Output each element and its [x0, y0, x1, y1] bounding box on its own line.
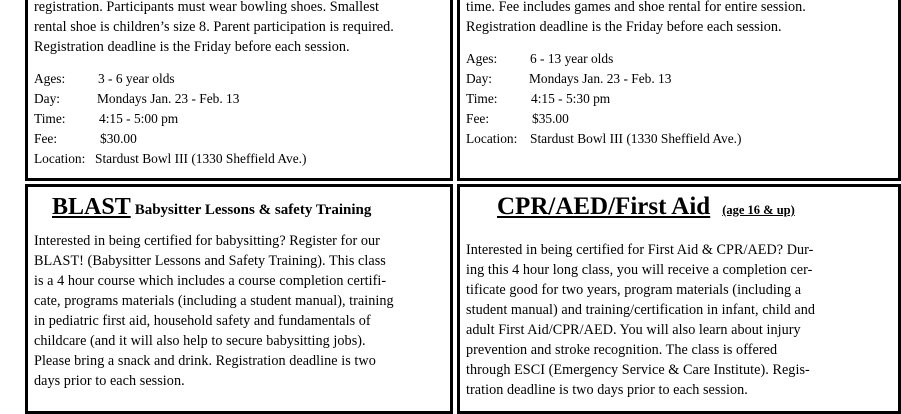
detail-label: Location:: [466, 131, 518, 146]
detail-label: Ages:: [466, 51, 498, 66]
detail-label: Fee:: [34, 131, 58, 146]
blast-line: cate, programs materials (including a student manual), training: [34, 293, 394, 309]
cpr-line: prevention and stroke recognition. The class is offered: [466, 342, 778, 358]
cpr-line: adult First Aid/CPR/AED. You will also learn about injury: [466, 322, 801, 338]
blast-line: childcare (and it will also help to secure babysitting jobs).: [34, 333, 366, 349]
cpr-line: tificate good for two years, program materials (including a: [466, 282, 802, 298]
cpr-line: Interested in being certified for First Aid & CPR/AED? Dur-: [466, 242, 814, 258]
bowling-young-line: registration. Participants must wear bowling shoes. Smallest: [34, 0, 380, 15]
cpr-title-sub: (age 16 & up): [722, 203, 795, 217]
blast-line: in pediatric first aid, household safety and fundamentals of: [34, 313, 371, 329]
blast-line: BLAST! (Babysitter Lessons and Safety Training). This class: [34, 253, 386, 269]
cpr-line: through ESCI (Emergency Service & Care Institute). Regis-: [466, 362, 810, 378]
bowling-older-line: time. Fee includes games and shoe rental for entire session.: [466, 0, 806, 15]
detail-value: 3 - 6 year olds: [98, 71, 175, 86]
bowling-young-line: rental shoe is children’s size 8. Parent participation is required.: [34, 19, 394, 35]
blast-line: Interested in being certified for babysitting? Register for our: [34, 233, 380, 249]
detail-label: Day:: [466, 71, 493, 86]
bowling-older-line: Registration deadline is the Friday before each session.: [466, 19, 782, 35]
cpr-line: ing this 4 hour long class, you will receive a completion cer-: [466, 262, 813, 278]
cpr-line: tration deadline is two days prior to each session.: [466, 382, 748, 398]
detail-label: Ages:: [34, 71, 66, 86]
cpr-section: [457, 184, 901, 414]
bowling-older-section: [457, 0, 901, 181]
bowling-young-section: [25, 0, 453, 181]
detail-value: 6 - 13 year olds: [530, 51, 614, 66]
blast-line: is a 4 hour course which includes a course completion certifi-: [34, 273, 387, 289]
blast-section: [25, 184, 453, 414]
detail-value: 4:15 - 5:30 pm: [531, 91, 611, 106]
detail-label: Time:: [466, 91, 498, 106]
detail-value: Mondays Jan. 23 - Feb. 13: [529, 71, 672, 86]
blast-title-sub: Babysitter Lessons & safety Training: [134, 202, 372, 218]
detail-label: Day:: [34, 91, 61, 106]
detail-value: Stardust Bowl III (1330 Sheffield Ave.): [95, 151, 307, 166]
bowling-young-line: Registration deadline is the Friday before each session.: [34, 39, 350, 55]
blast-title: [52, 194, 371, 221]
blast-title-main: BLAST: [52, 194, 131, 220]
detail-label: Location:: [34, 151, 86, 166]
cpr-title-main: CPR/AED/First Aid: [497, 193, 711, 220]
detail-value: $30.00: [100, 131, 137, 146]
blast-line: Please bring a snack and drink. Registration deadline is two: [34, 353, 376, 369]
blast-line: days prior to each session.: [34, 373, 185, 389]
detail-value: 4:15 - 5:00 pm: [99, 111, 179, 126]
cpr-title: [497, 193, 795, 221]
detail-value: Mondays Jan. 23 - Feb. 13: [97, 91, 240, 106]
detail-value: Stardust Bowl III (1330 Sheffield Ave.): [530, 131, 742, 146]
detail-value: $35.00: [532, 111, 569, 126]
cpr-line: student manual) and training/certification in infant, child and: [466, 302, 816, 318]
detail-label: Time:: [34, 111, 66, 126]
detail-label: Fee:: [466, 111, 490, 126]
